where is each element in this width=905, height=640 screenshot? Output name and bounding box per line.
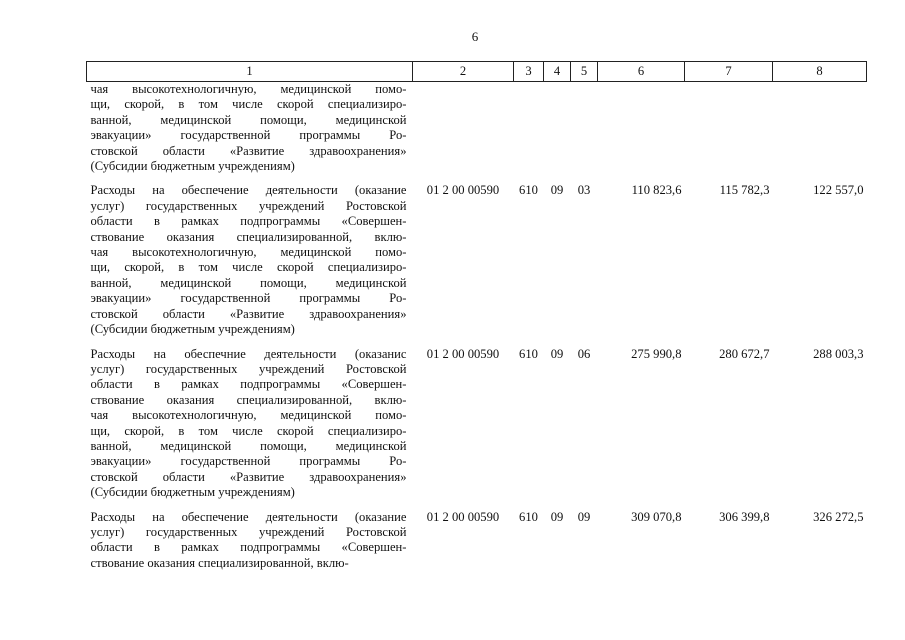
subsection-cell: 06 [577, 346, 591, 361]
budget-table [86, 61, 867, 571]
description-line: щи, скорой, в том числе скорой специализиро- [90, 260, 407, 275]
description-line: ванной, медицинской помощи, медицинской [90, 438, 407, 453]
row-spacer-cell [87, 501, 867, 510]
description-line: стовской области «Развитие здравоохранения» [90, 306, 407, 321]
budget-code-cell [413, 82, 514, 175]
amount-col6-cell: 309 070,8 [631, 509, 682, 524]
amount-col8-cell: 326 272,5 [813, 509, 864, 524]
description-line: стовской области «Развитие здравоохранения» [90, 143, 407, 158]
description-line: эвакуации» государственной программы Ро- [90, 128, 407, 143]
row-spacer [87, 338, 867, 347]
description-line: области в рамках подпрограммы «Совершен- [90, 377, 407, 392]
expense-type-cell [514, 82, 544, 175]
amount-col8-cell: 122 557,0 [813, 183, 864, 198]
description-line: услуг) государственных учреждений Ростовской [90, 524, 407, 539]
description-line: ванной, медицинской помощи, медицинской [90, 275, 407, 290]
row-spacer-cell [87, 338, 867, 347]
column-header-3: 3 [514, 62, 544, 82]
description-line: ствование оказания специализированной, вклю- [90, 555, 349, 570]
expense-type-cell: 610 [519, 346, 538, 361]
column-header-1: 1 [87, 62, 413, 82]
description-line: щи, скорой, в том числе скорой специализиро- [90, 423, 407, 438]
amount-col6-cell: 275 990,8 [631, 346, 682, 361]
description-line: чая высокотехнологичную, медицинской помо- [90, 82, 407, 96]
description-line: ванной, медицинской помощи, медицинской [90, 112, 407, 127]
column-header-6: 6 [598, 62, 685, 82]
row-spacer-cell [87, 174, 867, 183]
description-line: услуг) государственных учреждений Ростовской [90, 198, 407, 213]
amount-col7-cell [685, 82, 773, 175]
description-line: Расходы на обеспечение деятельности (оказание [90, 509, 407, 524]
column-header-2: 2 [413, 62, 514, 82]
expense-type-cell: 610 [519, 183, 538, 198]
amount-col6-cell [598, 82, 685, 175]
row-spacer [87, 174, 867, 183]
subsection-cell: 03 [577, 183, 591, 198]
description-cell [87, 347, 413, 501]
description-line: ствование оказания специализированной, вклю- [90, 392, 407, 407]
row-spacer [87, 501, 867, 510]
description-line: (Субсидии бюджетным учреждениям) [90, 322, 295, 337]
section-cell [544, 82, 571, 175]
table-row [87, 183, 867, 337]
expense-type-cell: 610 [519, 509, 538, 524]
description-line: чая высокотехнологичную, медицинской помо- [90, 408, 407, 423]
page-number: 6 [471, 29, 479, 44]
section-cell: 09 [550, 509, 564, 524]
table-row [87, 510, 867, 572]
description-line: эвакуации» государственной программы Ро- [90, 291, 407, 306]
description-line: чая высокотехнологичную, медицинской помо- [90, 245, 407, 260]
description-cell [87, 510, 413, 572]
subsection-cell: 09 [577, 509, 591, 524]
description-line: (Субсидии бюджетным учреждениям) [90, 159, 295, 174]
table-body [87, 82, 867, 572]
header-row [87, 62, 867, 82]
budget-code-cell: 01 2 00 00590 [426, 509, 500, 524]
column-header-4: 4 [544, 62, 571, 82]
amount-col8-cell [773, 82, 867, 175]
description-line: Расходы на обеспечение деятельности (оказание [90, 183, 407, 198]
description-line: услуг) государственных учреждений Ростовской [90, 361, 407, 376]
subsection-cell [571, 82, 598, 175]
amount-col7-cell: 280 672,7 [719, 346, 770, 361]
description-cell [87, 183, 413, 337]
amount-col7-cell: 306 399,8 [719, 509, 770, 524]
description-line: Расходы на обеспечние деятельности (оказанис [90, 346, 407, 361]
description-line: щи, скорой, в том числе скорой специализиро- [90, 97, 407, 112]
column-header-5: 5 [571, 62, 598, 82]
description-line: стовской области «Развитие здравоохранения» [90, 469, 407, 484]
description-line: области в рамках подпрограммы «Совершен- [90, 214, 407, 229]
section-cell: 09 [550, 183, 564, 198]
budget-code-cell: 01 2 00 00590 [426, 183, 500, 198]
budget-code-cell: 01 2 00 00590 [426, 346, 500, 361]
description-line: ствование оказания специализированной, вклю- [90, 229, 407, 244]
table-row [87, 347, 867, 501]
description-cell [87, 82, 413, 175]
amount-col7-cell: 115 782,3 [719, 183, 770, 198]
column-header-8: 8 [773, 62, 867, 82]
description-line: эвакуации» государственной программы Ро- [90, 454, 407, 469]
section-cell: 09 [550, 346, 564, 361]
amount-col8-cell: 288 003,3 [813, 346, 864, 361]
amount-col6-cell: 110 823,6 [631, 183, 682, 198]
description-line: (Субсидии бюджетным учреждениям) [90, 485, 295, 500]
description-line: области в рамках подпрограммы «Совершен- [90, 540, 407, 555]
table-row [87, 82, 867, 175]
column-header-7: 7 [685, 62, 773, 82]
